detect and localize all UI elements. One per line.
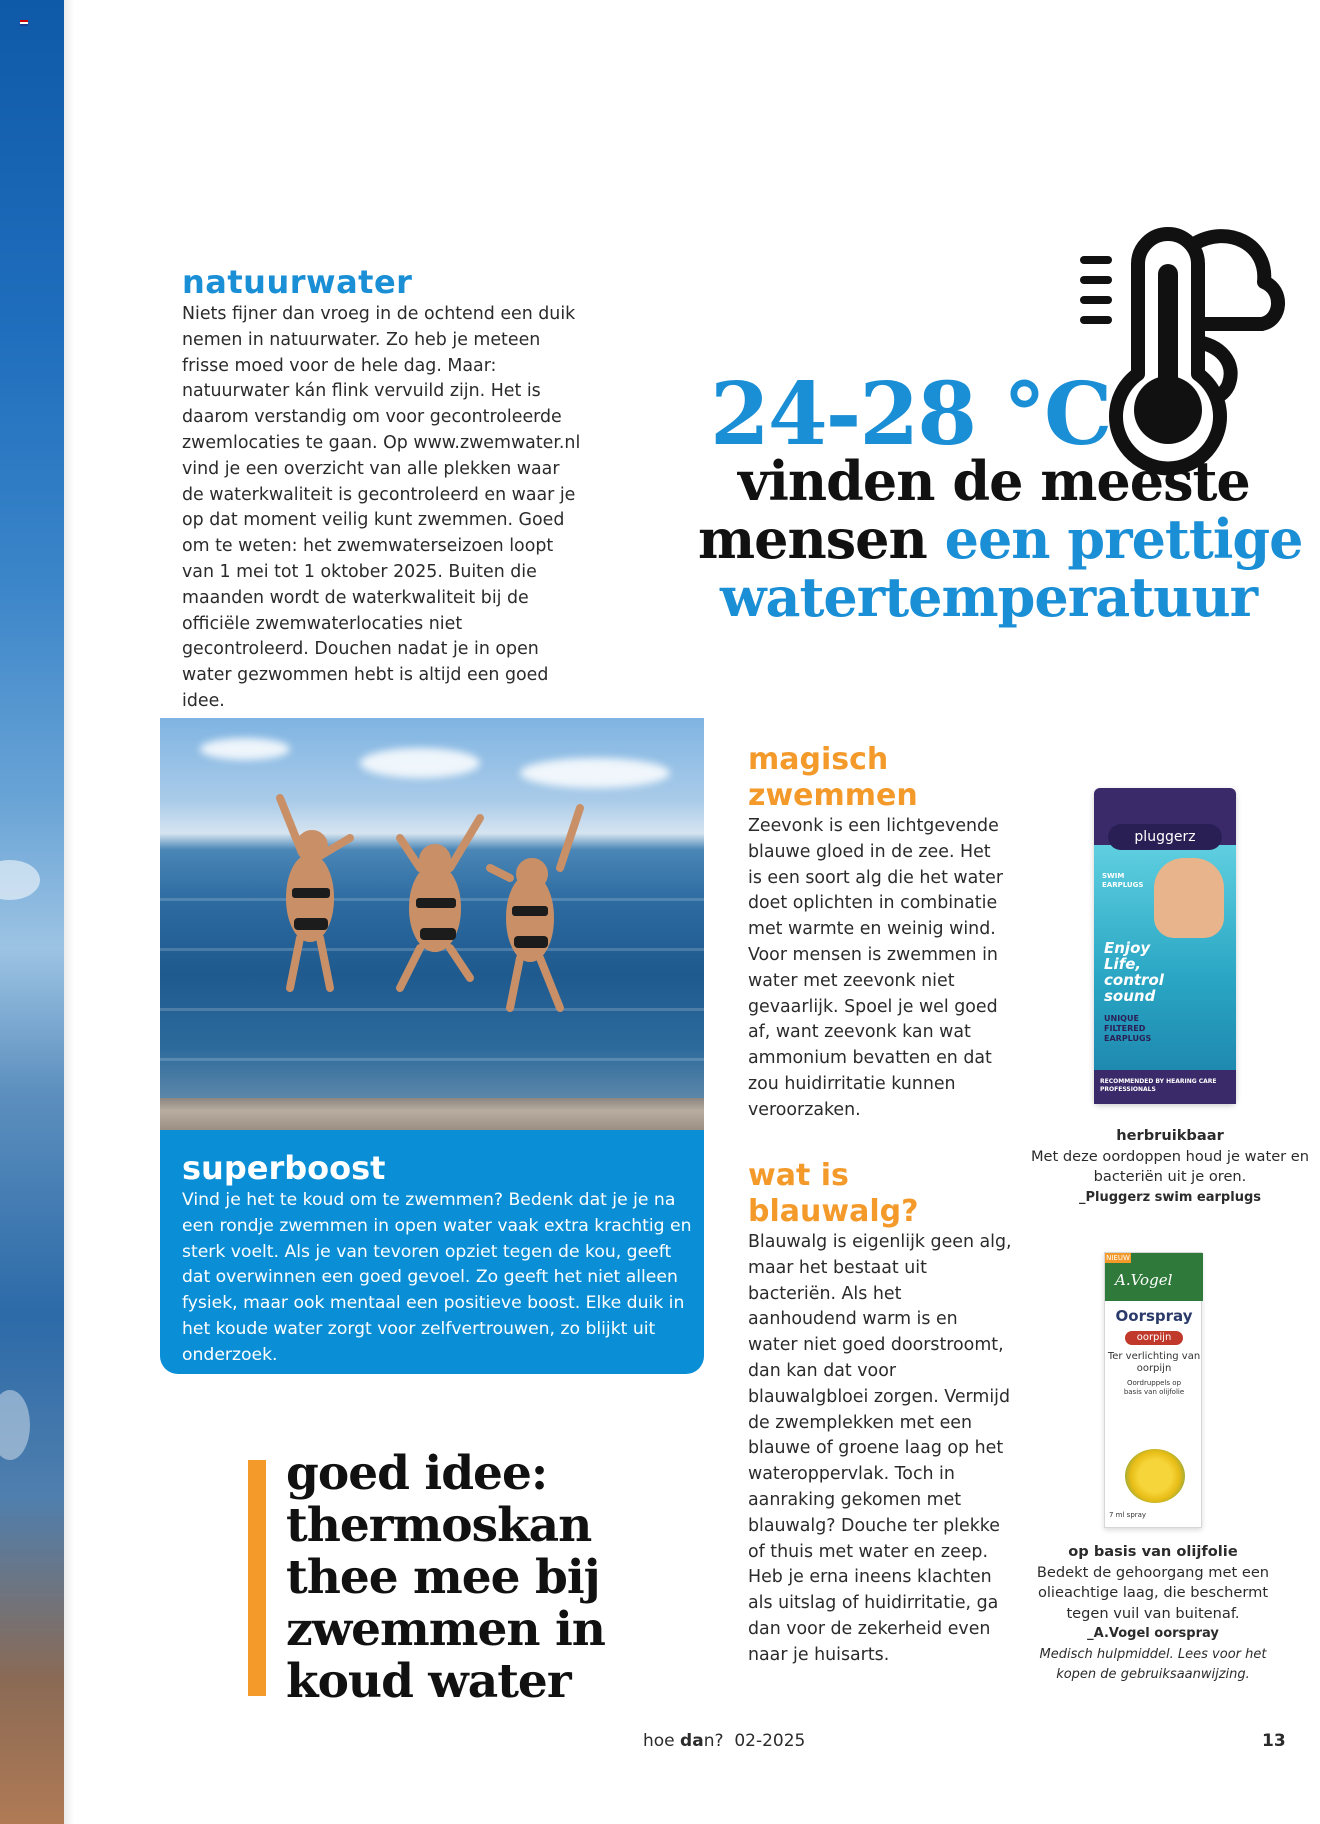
swimmers-silhouettes xyxy=(260,788,600,1028)
page-number: 13 xyxy=(1262,1731,1286,1751)
pack-small-text: Oordruppels op basis van olijfolie xyxy=(1123,1379,1185,1396)
blauwalg-heading-line-2: blauwalg? xyxy=(748,1194,919,1229)
tip-text xyxy=(286,1448,605,1708)
pack-product-name: Oorspray xyxy=(1115,1307,1193,1325)
tip-line: thermoskan xyxy=(286,1498,592,1553)
temperature-line-2-blue: een prettige xyxy=(944,507,1303,571)
natuurwater-body: Niets fijner dan vroeg in de ochtend een duik nemen in natuurwater. Zo heb je meteen frisse moed voor de hele dag. Maar: natuurwater kán flink vervuild zijn. Het is daarom verstandig om voor gecontroleerde zwemlocaties te gaan. Op www.zwemwater.nl vind je een overzicht van alle plekken waar de waterkwaliteit is gecontroleerd en waar je op dat moment veilig kunt zwemmen. Goed om te weten: het zwemwaterseizoen loopt van 1 mei tot 1 oktober 2025. Buiten die maanden wordt de waterkwaliteit bij de officiële zwemwaterlocaties niet gecontroleerd. Douchen nadat je in open water gezwommen hebt is altijd een goed idee. xyxy=(182,304,581,711)
magisch-heading-line-1: magisch xyxy=(748,742,889,777)
temperature-line-1: vinden de meeste xyxy=(738,449,1250,513)
avogel-text: Bedekt de gehoorgang met een olieachtige laag, die beschermt tegen vuil van buitenaf. xyxy=(1036,1563,1270,1622)
flag-icon xyxy=(20,20,28,26)
superboost-section xyxy=(182,1148,692,1369)
tip-line: koud water xyxy=(286,1654,571,1709)
magazine-name-bold: da xyxy=(680,1731,704,1751)
magazine-name-pre: hoe xyxy=(643,1731,681,1751)
avogel-note: Medisch hulpmiddel. Lees voor het kopen de gebruiksaanwijzing. xyxy=(1039,1646,1267,1682)
avogel-title: op basis van olijfolie xyxy=(1068,1543,1238,1560)
magisch-heading-line-2: zwemmen xyxy=(748,778,918,813)
jumping-swimmers-photo xyxy=(160,718,704,1130)
photo-cloud xyxy=(200,738,290,760)
pluggerz-text: Met deze oordoppen houd je water en bacteriën uit je oren. xyxy=(1030,1147,1310,1185)
magazine-name-post: n? xyxy=(703,1731,724,1751)
pack-swim-label: SWIM EARPLUGS xyxy=(1102,872,1144,889)
issue-number: 02-2025 xyxy=(734,1731,806,1751)
blauwalg-heading xyxy=(748,1158,1012,1230)
cloud-decoration xyxy=(0,1390,30,1460)
pluggerz-package-image xyxy=(1094,788,1236,1104)
photo-cloud xyxy=(520,758,670,788)
temperature-line-2-black: mensen xyxy=(698,507,927,571)
pack-subtitle: Ter verlichting van oorpijn xyxy=(1107,1351,1201,1374)
pack-indication: oorpijn xyxy=(1125,1331,1183,1345)
magisch-zwemmen-section xyxy=(748,742,1008,1124)
avogel-brand: _A.Vogel oorspray xyxy=(1087,1626,1219,1641)
pack-face-illustration xyxy=(1154,858,1224,938)
temperature-line-3: watertemperatuur xyxy=(720,565,1258,629)
cloud-decoration xyxy=(0,860,40,900)
page-footer xyxy=(643,1731,805,1751)
natuurwater-heading: natuurwater xyxy=(182,263,413,301)
pluggerz-brand: _Pluggerz swim earplugs xyxy=(1078,1189,1261,1205)
blauwalg-section xyxy=(748,1158,1012,1669)
magisch-body: Zeevonk is een lichtgevende blauwe gloed in de zee. Het is een soort alg die het water doet oplichten in combinatie met warmte en weinig wind. Voor mensen is zwemmen in water met zeevonk niet gevaarlijk. Spoel je wel goed af, want zeevonk kan wat ammonium bevatten en dat zou huidirritatie kunnen veroorzaken. xyxy=(748,816,1003,1120)
temperature-line-2 xyxy=(698,507,1303,571)
pack-new-label: NIEUW xyxy=(1106,1254,1130,1262)
blauwalg-heading-line-1: wat is xyxy=(748,1158,849,1193)
flower-illustration xyxy=(1125,1449,1185,1503)
temperature-value: 24-28 °C xyxy=(710,364,1111,465)
pack-slogan: Enjoy Life, control sound xyxy=(1104,939,1164,1005)
avogel-package-image xyxy=(1104,1252,1202,1528)
magisch-heading xyxy=(748,742,1008,814)
pack-footer: RECOMMENDED BY HEARING CARE PROFESSIONALS xyxy=(1100,1078,1217,1093)
superboost-heading: superboost xyxy=(182,1149,386,1187)
photo-cloud xyxy=(360,748,480,778)
superboost-body: Vind je het te koud om te zwemmen? Bedenk dat je je na een rondje zwemmen in open water vaak extra krachtig en sterk voelt. Als je van tevoren opziet tegen de kou, geeft dat overwinnen een goed gevoel. Zo geeft het niet alleen fysiek, maar ook mentaal een positieve boost. Elke duik in het koude water zorgt voor zelfvertrouwen, zo blijkt uit onderzoek. xyxy=(182,1190,692,1365)
avogel-logo: A.Vogel xyxy=(1115,1271,1173,1289)
tip-line: zwemmen in xyxy=(286,1602,605,1657)
pluggerz-logo: pluggerz xyxy=(1108,824,1222,850)
blauwalg-body: Blauwalg is eigenlijk geen alg, maar het bestaat uit bacteriën. Als het aanhoudend warm is en water niet goed doorstroomt, dan kan dat voor blauwalgbloei zorgen. Vermijd de zwemplekken met een blauwe of groene laag op het wateroppervlak. Toch in aanraking gekomen met blauwalg? Douche ter plekke of thuis met water en zeep. Heb je erna ineens klachten als uitslag of huidirritatie, ga dan voor de zekerheid even naar je huisarts. xyxy=(748,1232,1012,1665)
dock-edge xyxy=(160,1098,704,1130)
avogel-caption xyxy=(1032,1542,1274,1686)
superboost-card xyxy=(160,718,704,1374)
natuurwater-section xyxy=(182,262,582,715)
left-photo-strip xyxy=(0,0,64,1824)
pack-volume: 7 ml spray xyxy=(1109,1511,1147,1519)
tip-line: goed idee: xyxy=(286,1446,548,1501)
pluggerz-caption xyxy=(1020,1126,1320,1208)
tip-line: thee mee bij xyxy=(286,1550,600,1605)
tip-accent-bar xyxy=(248,1460,266,1696)
pluggerz-title: herbruikbaar xyxy=(1116,1127,1224,1144)
photo-wave xyxy=(160,1058,704,1061)
pack-badge: UNIQUE FILTERED EARPLUGS xyxy=(1104,1014,1152,1043)
